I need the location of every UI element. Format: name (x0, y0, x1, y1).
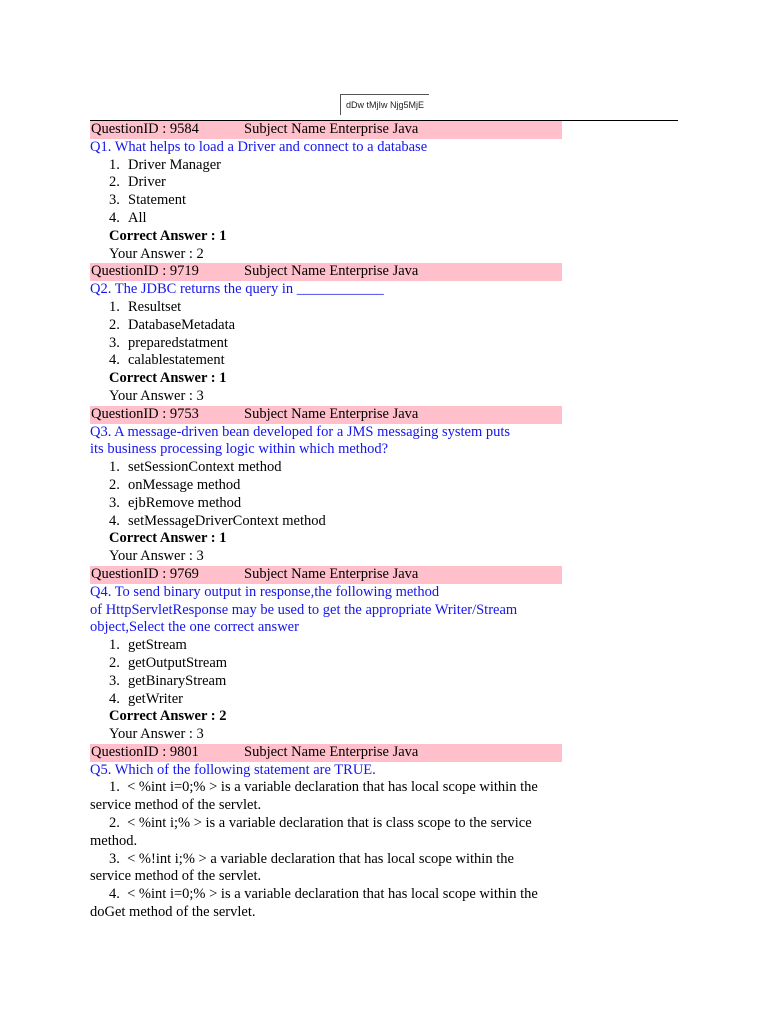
option (90, 886, 562, 922)
option-text: Statement (128, 192, 186, 209)
option: 2. getOutputStream (109, 654, 228, 671)
option: 2. Driver (109, 174, 166, 191)
your-answer: Your Answer : 2 (109, 245, 204, 262)
option-text: < %int i;% > is a variable declaration that is class scope to the service (127, 815, 532, 832)
question-text: Q4. To send binary output in response,the following method (90, 583, 440, 600)
question-header (90, 263, 562, 281)
question-text: Q1. What helps to load a Driver and connect to a database (90, 138, 428, 155)
subject-name: Subject Name Enterprise Java (244, 263, 419, 280)
question-id: QuestionID : 9769 (91, 565, 199, 582)
question-header (90, 406, 562, 424)
correct-answer: Correct Answer : 1 (109, 227, 227, 244)
question-text: Q2. The JDBC returns the query in ____________ (90, 281, 384, 298)
question-list (90, 121, 562, 922)
option: 1. Driver Manager (109, 156, 221, 173)
option-text: All (128, 209, 147, 226)
your-answer: Your Answer : 3 (109, 387, 204, 404)
option-text: Driver Manager (128, 156, 221, 173)
option-text: < %!int i;% > a variable declaration that has local scope within the (127, 850, 514, 867)
option: 3. preparedstatment (109, 334, 228, 351)
option (90, 815, 562, 851)
question-text: object,Select the one correct answer (90, 619, 299, 636)
question-text: Q3. A message-driven bean developed for a JMS messaging system puts (90, 423, 511, 440)
your-answer: Your Answer : 3 (109, 548, 204, 565)
option-text: preparedstatment (128, 334, 228, 351)
option-text-continued: service method of the servlet. (90, 868, 262, 885)
option-text: getBinaryStream (128, 672, 227, 689)
option: 4. calablestatement (109, 352, 225, 369)
your-answer: Your Answer : 3 (109, 726, 204, 743)
correct-answer: Correct Answer : 1 (109, 370, 227, 387)
option-number: 4. (109, 886, 120, 903)
correct-answer: Correct Answer : 2 (109, 708, 227, 725)
option-text-continued: doGet method of the servlet. (90, 904, 256, 921)
option: 4. setMessageDriverContext method (109, 512, 326, 529)
option-number: 1. (109, 779, 120, 796)
option-text: setSessionContext method (128, 459, 282, 476)
option: 1. setSessionContext method (109, 459, 282, 476)
option: 4. getWriter (109, 690, 183, 707)
option: 3. Statement (109, 192, 186, 209)
option-text: getWriter (128, 690, 183, 707)
option: 3. getBinaryStream (109, 672, 227, 689)
question-id: QuestionID : 9719 (91, 263, 199, 280)
option-text: Resultset (128, 298, 182, 315)
option-text-continued: service method of the servlet. (90, 797, 262, 814)
option: 3. ejbRemove method (109, 494, 242, 511)
option-text-continued: method. (90, 832, 138, 849)
option (90, 851, 562, 887)
subject-name: Subject Name Enterprise Java (244, 405, 419, 422)
option (90, 779, 562, 815)
option-text: getOutputStream (128, 654, 228, 671)
question-header (90, 121, 562, 139)
option: 4. All (109, 209, 147, 226)
option: 1. Resultset (109, 298, 182, 315)
correct-answer: Correct Answer : 1 (109, 530, 227, 547)
option-number: 3. (109, 850, 120, 867)
option: 1. getStream (109, 637, 187, 654)
question-header (90, 744, 562, 762)
question-id: QuestionID : 9801 (91, 743, 199, 760)
header-code: dDw tMjIw Njg5MjE (345, 100, 424, 110)
option-text: DatabaseMetadata (128, 316, 236, 333)
question-text: Q5. Which of the following statement are TRUE. (90, 761, 376, 778)
option: 2. onMessage method (109, 476, 241, 493)
subject-name: Subject Name Enterprise Java (244, 121, 419, 137)
option-text: setMessageDriverContext method (128, 512, 326, 529)
question-header (90, 566, 562, 584)
option-text: calablestatement (128, 352, 225, 369)
question-id: QuestionID : 9584 (91, 121, 199, 137)
option-text: getStream (128, 637, 187, 654)
option-text: ejbRemove method (128, 494, 242, 511)
question-id: QuestionID : 9753 (91, 405, 199, 422)
option-number: 2. (109, 815, 120, 832)
subject-name: Subject Name Enterprise Java (244, 565, 419, 582)
option-text: onMessage method (128, 476, 241, 493)
option-text: Driver (128, 174, 166, 191)
header-code-box (340, 94, 429, 115)
question-text: of HttpServletResponse may be used to get the appropriate Writer/Stream (90, 601, 518, 618)
option: 2. DatabaseMetadata (109, 316, 236, 333)
question-text: its business processing logic within which method? (90, 441, 389, 458)
subject-name: Subject Name Enterprise Java (244, 743, 419, 760)
option-text: < %int i=0;% > is a variable declaration that has local scope within the (127, 779, 538, 796)
option-text: < %int i=0;% > is a variable declaration that has local scope within the (127, 886, 538, 903)
